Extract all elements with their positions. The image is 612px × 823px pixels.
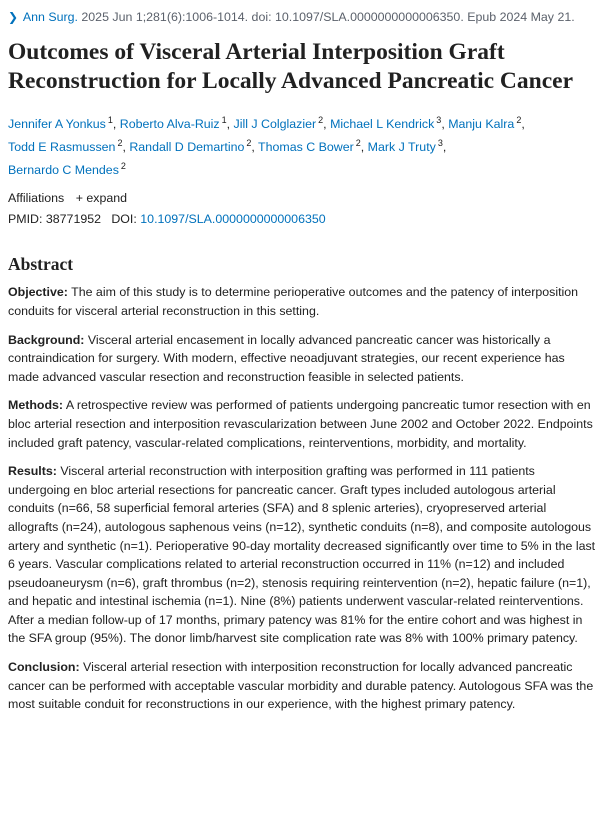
affiliation-ref[interactable]: 2 xyxy=(246,138,252,149)
author-list: Jennifer A Yonkus $^1$, Roberto Alva-Ruiz $^1$, Jill J Colglazier $^2$, Michael L Kendrick $^3$, Manju Kalra $^2$, Todd E Rasmussen $^2$, Randall D Demartino $^2$, Thomas C Bower $^2$, Mark J Truty $^3$, Bernardo C Mendes $^2$ xyxy=(8,115,525,178)
author-link[interactable]: Bernardo C Mendes xyxy=(8,163,119,178)
background-paragraph xyxy=(8,331,598,387)
abstract-heading: Abstract xyxy=(8,254,74,275)
affiliation-ref[interactable]: 3 xyxy=(437,138,443,149)
affiliation-ref[interactable]: 1 xyxy=(107,115,113,125)
identifiers-row xyxy=(8,210,598,228)
affiliation-ref[interactable]: 2 xyxy=(355,138,361,149)
background-label: Background: xyxy=(8,332,85,347)
affiliation-ref[interactable]: 2 xyxy=(120,161,126,172)
affiliation-ref[interactable]: 2 xyxy=(318,115,324,125)
objective-text: The aim of this study is to determine perioperative outcomes and the patency of interposition conduits for visceral arterial reconstruction in this setting. xyxy=(8,285,579,318)
journal-link[interactable]: Ann Surg. xyxy=(22,10,78,24)
results-paragraph xyxy=(8,462,598,648)
pmid-label: PMID: xyxy=(8,212,43,227)
author-link[interactable]: Mark J Truty xyxy=(367,140,436,155)
article-title: Outcomes of Visceral Arterial Interposition Graft Reconstruction for Locally Advanced Pancreatic Cancer xyxy=(8,39,573,94)
author-link[interactable]: Randall D Demartino xyxy=(129,140,245,155)
affiliation-ref[interactable]: 3 xyxy=(436,115,442,125)
methods-paragraph xyxy=(8,396,598,452)
objective-paragraph xyxy=(8,283,598,320)
expand-affiliations-button[interactable]: + expand xyxy=(75,191,128,206)
results-text: Visceral arterial reconstruction with interposition grafting was performed in 111 patients undergoing en bloc arterial resections for pancreatic cancer. Graft types included autologous arterial conduits (n=66, 58 superficial femoral arteries (SFA) and 8 splenic arteries), cryopreserved arterial allografts (n=24), autologous saphenous veins (n=12), synthetic conduits (n=8), and composite autologous artery and synthetic (n=1). Perioperative 90-day mortality decreased significantly over time to 5% in the last 6 years. Vascular complications related to arterial reconstruction occurred in 11% (n=12) and included pseudoaneurysm (n=6), graft thrombus (n=2), stenosis requiring reintervention (n=2), hepatic failure (n=1), and hepatic and intestinal ischemia (n=1). Nine (8%) patients underwent vascular-related reinterventions. After a median follow-up of 17 months, primary patency was 81% for the entire cohort and was highest in the SFA group (95%). The donor limb/harvest site complication rate was 8% with 100% primary patency. xyxy=(8,464,596,646)
article-page xyxy=(0,8,612,714)
citation-line xyxy=(8,8,598,26)
chevron-right-icon[interactable]: ❯ xyxy=(8,10,19,24)
affiliation-ref[interactable]: 2 xyxy=(117,138,123,149)
results-label: Results: xyxy=(8,464,57,479)
conclusion-label: Conclusion: xyxy=(8,660,80,675)
author-link[interactable]: Thomas C Bower xyxy=(258,140,354,155)
affiliations-row xyxy=(8,189,598,207)
author-link[interactable]: Manju Kalra xyxy=(448,117,515,132)
author-link[interactable]: Todd E Rasmussen xyxy=(8,140,116,155)
background-text: Visceral arterial encasement in locally advanced pancreatic cancer was historically a contraindication for surgery. With modern, effective neoadjuvant strategies, our recent experience has made advanced vascular resection and reconstruction feasible in selected patients. xyxy=(8,332,565,384)
abstract-body xyxy=(8,283,598,713)
affiliation-ref[interactable]: 1 xyxy=(221,115,227,125)
affiliation-ref[interactable]: 2 xyxy=(516,115,522,125)
pmid-value: 38771952 xyxy=(45,212,102,227)
conclusion-paragraph xyxy=(8,658,598,714)
doi-label: DOI: xyxy=(111,212,137,227)
author-link[interactable]: Jill J Colglazier xyxy=(233,117,317,132)
citation-details: 2025 Jun 1;281(6):1006-1014. doi: 10.1097/SLA.0000000000006350. Epub 2024 May 21. xyxy=(81,10,575,24)
affiliations-label: Affiliations xyxy=(8,191,65,206)
methods-label: Methods: xyxy=(8,398,64,413)
conclusion-text: Visceral arterial resection with interposition reconstruction for locally advanced pancreatic cancer can be performed with acceptable vascular morbidity and durable patency. Autologous SFA was the most suitable conduit for reconstructions in our experience, with the highest primary patency. xyxy=(8,660,594,712)
author-link[interactable]: Michael L Kendrick xyxy=(330,117,435,132)
author-link[interactable]: Roberto Alva-Ruiz xyxy=(119,117,220,132)
doi-link[interactable]: 10.1097/SLA.0000000000006350 xyxy=(140,212,326,227)
objective-label: Objective: xyxy=(8,285,68,300)
author-link[interactable]: Jennifer A Yonkus xyxy=(8,117,106,132)
methods-text: A retrospective review was performed of patients undergoing pancreatic tumor resection with en bloc arterial resection and interposition revascularization between June 2002 and October 2022. Endpoints included graft patency, vascular-related complications, reinterventions, morbidity, and mortality. xyxy=(8,398,593,450)
